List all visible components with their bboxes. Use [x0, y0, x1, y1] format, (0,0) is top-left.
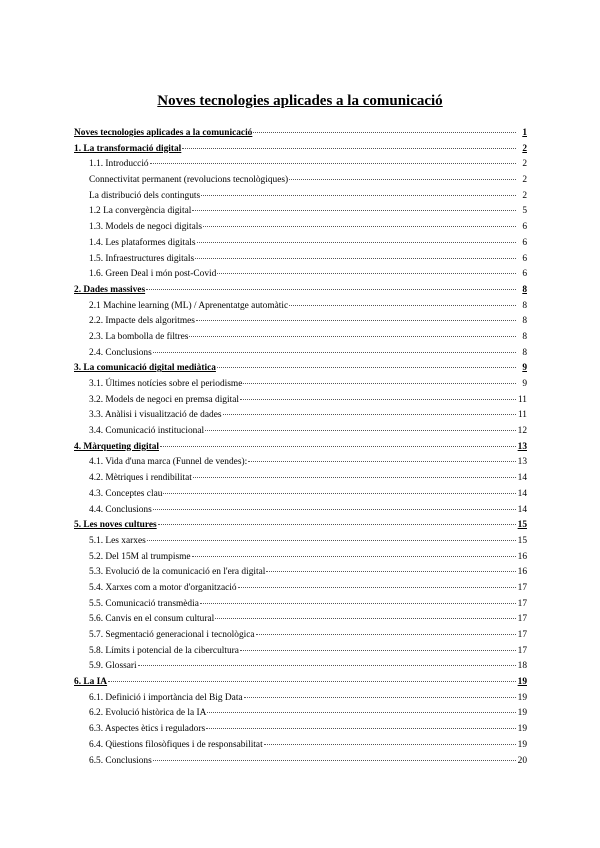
toc-entry-page-number: 19 — [517, 724, 527, 735]
toc-entry[interactable] — [74, 706, 527, 722]
toc-dot-leader — [146, 289, 516, 290]
toc-entry-page-number: 2 — [522, 190, 527, 201]
toc-entry[interactable] — [74, 189, 527, 205]
toc-entry-page-number: 2 — [522, 143, 527, 154]
toc-entry[interactable] — [74, 236, 527, 252]
page-title: Noves tecnologies aplicades a la comunicació — [157, 93, 443, 109]
toc-entry-page-number: 14 — [517, 473, 527, 484]
toc-entry-label: 1.2 La convergència digital — [89, 206, 192, 217]
toc-entry-label: 5.2. Del 15M al trumpisme — [89, 551, 191, 562]
toc-entry-page-number: 14 — [517, 504, 527, 515]
toc-entry[interactable] — [74, 534, 527, 550]
toc-entry-page-number: 17 — [517, 645, 527, 656]
toc-entry[interactable] — [74, 471, 527, 487]
toc-entry-page-number: 13 — [517, 441, 527, 452]
toc-entry[interactable] — [74, 267, 527, 283]
toc-entry-page-number: 11 — [517, 410, 527, 421]
toc-dot-leader — [266, 571, 516, 572]
toc-entry-label: 5.7. Segmentació generacional i tecnològica — [89, 630, 255, 640]
toc-entry-page-number: 15 — [517, 535, 527, 546]
toc-entry-label: Connectivitat permanent (revolucions tecnològiques) — [89, 175, 289, 186]
toc-dot-leader — [253, 132, 516, 133]
toc-entry-page-number: 16 — [517, 551, 527, 562]
toc-entry[interactable] — [74, 691, 527, 707]
toc-entry-label: 5. Les noves cultures — [74, 520, 157, 531]
toc-entry[interactable] — [74, 487, 527, 503]
toc-dot-leader — [217, 273, 516, 274]
toc-entry[interactable] — [74, 252, 527, 268]
toc-dot-leader — [238, 587, 516, 588]
toc-entry[interactable] — [74, 659, 527, 675]
toc-dot-leader — [203, 226, 516, 227]
toc-entry[interactable] — [74, 722, 527, 738]
toc-entry[interactable] — [74, 361, 527, 377]
toc-entry-page-number: 9 — [522, 363, 527, 374]
toc-entry-label: 5.5. Comunicació transmèdia — [89, 598, 199, 609]
toc-dot-leader — [289, 179, 516, 180]
toc-entry-page-number: 8 — [522, 284, 527, 295]
toc-dot-leader — [244, 697, 516, 698]
toc-dot-leader — [197, 242, 517, 243]
toc-entry[interactable] — [74, 283, 527, 299]
toc-entry[interactable] — [74, 204, 527, 220]
toc-entry-label: 2. Dades massives — [74, 284, 146, 295]
toc-entry-label: 2.1 Machine learning (ML) / Aprenentatge automàtic — [89, 300, 289, 311]
toc-dot-leader — [240, 399, 516, 400]
toc-entry-label: 5.4. Xarxes com a motor d'organització — [89, 582, 237, 593]
toc-entry-page-number: 6 — [522, 222, 527, 233]
toc-entry-label: 1.6. Green Deal i món post-Covid — [89, 269, 217, 280]
toc-entry[interactable] — [74, 173, 527, 189]
toc-entry[interactable] — [74, 581, 527, 597]
toc-entry-page-number: 8 — [522, 316, 527, 327]
toc-entry-label: 6.3. Aspectes ètics i reguladors — [89, 724, 206, 735]
toc-entry[interactable] — [74, 314, 527, 330]
toc-entry[interactable] — [74, 754, 527, 770]
toc-dot-leader — [163, 493, 516, 494]
toc-entry[interactable] — [74, 157, 527, 173]
toc-entry-label: 4.1. Vida d'una marca (Funnel de vendes): — [89, 457, 248, 468]
toc-dot-leader — [150, 163, 516, 164]
toc-entry-label: 6.1. Definició i importància del Big Data — [89, 692, 243, 703]
toc-dot-leader — [158, 524, 516, 525]
toc-entry-label: 2.3. La bombolla de filtres — [89, 331, 189, 342]
toc-dot-leader — [256, 634, 516, 635]
toc-entry-page-number: 12 — [517, 426, 527, 437]
toc-entry[interactable] — [74, 503, 527, 519]
toc-entry-label: 1.3. Models de negoci digitals — [89, 222, 203, 233]
toc-dot-leader — [153, 352, 516, 353]
toc-dot-leader — [248, 461, 516, 462]
toc-entry[interactable] — [74, 597, 527, 613]
toc-entry[interactable] — [74, 440, 527, 456]
toc-entry-page-number: 2 — [522, 159, 527, 170]
toc-entry-label: 4.3. Conceptes clau — [89, 488, 163, 499]
table-of-contents — [74, 126, 527, 769]
toc-entry[interactable] — [74, 565, 527, 581]
toc-entry-label: 2.4. Conclusions — [89, 347, 152, 358]
toc-entry-page-number: 19 — [517, 677, 527, 688]
toc-dot-leader — [153, 760, 516, 761]
toc-entry[interactable] — [74, 142, 527, 158]
toc-entry[interactable] — [74, 518, 527, 534]
toc-entry[interactable] — [74, 220, 527, 236]
toc-dot-leader — [189, 336, 516, 337]
toc-entry-label: 5.1. Les xarxes — [89, 535, 146, 546]
toc-dot-leader — [196, 320, 516, 321]
toc-entry[interactable] — [74, 550, 527, 566]
toc-dot-leader — [160, 446, 516, 447]
toc-entry[interactable] — [74, 424, 527, 440]
toc-entry-label: 4.4. Conclusions — [89, 504, 152, 515]
toc-entry-label: 5.9. Glossari — [89, 661, 137, 672]
toc-dot-leader — [108, 681, 516, 682]
toc-entry-label: 1. La transformació digital — [74, 143, 182, 154]
toc-entry-page-number: 11 — [517, 394, 527, 405]
toc-dot-leader — [153, 509, 516, 510]
toc-entry-label: 2.2. Impacte dels algoritmes — [89, 316, 195, 327]
toc-entry-label: 3.1. Últimes notícies sobre el periodisme — [89, 379, 243, 389]
toc-entry-page-number: 2 — [522, 175, 527, 186]
toc-entry-label: 3.4. Comunicació institucional — [89, 426, 205, 437]
toc-entry-page-number: 19 — [517, 739, 527, 750]
toc-entry-label: 4.2. Mètriques i rendibilitat — [89, 473, 192, 484]
toc-entry-label: 6.2. Evolució històrica de la IA — [89, 708, 207, 719]
toc-entry-label: 3.2. Models de negoci en premsa digital — [89, 394, 239, 405]
toc-entry-page-number: 5 — [522, 206, 527, 217]
toc-entry-label: Noves tecnologies aplicades a la comunicació — [74, 128, 253, 138]
toc-entry-page-number: 9 — [522, 379, 527, 389]
toc-entry-page-number: 18 — [517, 661, 527, 672]
toc-dot-leader — [147, 540, 516, 541]
toc-entry-page-number: 8 — [522, 300, 527, 311]
toc-dot-leader — [195, 258, 516, 259]
toc-entry-page-number: 13 — [517, 457, 527, 468]
toc-entry[interactable] — [74, 628, 527, 644]
toc-entry-page-number: 20 — [517, 755, 527, 766]
toc-entry-label: 6.4. Qüestions filosòfiques i de responsabilitat — [89, 739, 263, 750]
toc-entry-label: 1.4. Les plataformes digitals — [89, 237, 196, 248]
toc-entry[interactable] — [74, 126, 527, 142]
toc-entry-page-number: 16 — [517, 567, 527, 578]
toc-dot-leader — [200, 603, 516, 604]
toc-entry-page-number: 17 — [517, 582, 527, 593]
toc-dot-leader — [289, 305, 516, 306]
toc-entry-page-number: 17 — [517, 598, 527, 609]
toc-entry-label: 5.6. Canvis en el consum cultural — [89, 614, 215, 625]
toc-dot-leader — [240, 650, 516, 651]
toc-dot-leader — [207, 712, 516, 713]
toc-entry[interactable] — [74, 675, 527, 691]
toc-entry[interactable] — [74, 299, 527, 315]
toc-dot-leader — [192, 210, 516, 211]
toc-entry-page-number: 1 — [522, 128, 527, 138]
toc-entry-label: La distribució dels continguts — [89, 190, 201, 201]
toc-entry[interactable] — [74, 346, 527, 362]
toc-entry-label: 6.5. Conclusions — [89, 755, 152, 766]
toc-entry-page-number: 6 — [522, 269, 527, 280]
toc-entry-page-number: 19 — [517, 692, 527, 703]
toc-entry-label: 5.8. Límits i potencial de la cibercultura — [89, 645, 239, 656]
toc-entry-page-number: 6 — [522, 237, 527, 248]
toc-dot-leader — [243, 383, 516, 384]
toc-entry-page-number: 14 — [517, 488, 527, 499]
toc-entry[interactable] — [74, 393, 527, 409]
toc-entry-label: 1.1. Introducció — [89, 159, 149, 170]
toc-entry-label: 3.3. Anàlisi i visualització de dades — [89, 410, 222, 421]
toc-dot-leader — [205, 430, 516, 431]
toc-entry-page-number: 17 — [517, 630, 527, 640]
toc-entry-label: 1.5. Infraestructures digitals — [89, 253, 195, 264]
toc-entry[interactable] — [74, 377, 527, 393]
toc-dot-leader — [264, 744, 516, 745]
toc-entry-page-number: 8 — [522, 331, 527, 342]
toc-entry[interactable] — [74, 644, 527, 660]
toc-entry[interactable] — [74, 408, 527, 424]
toc-dot-leader — [215, 618, 516, 619]
toc-entry[interactable] — [74, 455, 527, 471]
toc-dot-leader — [192, 556, 516, 557]
toc-dot-leader — [193, 477, 516, 478]
toc-dot-leader — [206, 728, 516, 729]
toc-entry[interactable] — [74, 738, 527, 754]
toc-entry-page-number: 19 — [517, 708, 527, 719]
toc-entry-page-number: 15 — [517, 520, 527, 531]
toc-entry-label: 5.3. Evolució de la comunicació en l'era digital — [89, 567, 266, 578]
toc-entry-page-number: 17 — [517, 614, 527, 625]
toc-dot-leader — [182, 148, 516, 149]
toc-dot-leader — [138, 665, 516, 666]
toc-dot-leader — [201, 195, 516, 196]
toc-entry-label: 3. La comunicació digital mediàtica — [74, 363, 216, 374]
toc-entry-page-number: 6 — [522, 253, 527, 264]
toc-entry-label: 6. La IA — [74, 677, 108, 688]
toc-entry-label: 4. Màrqueting digital — [74, 441, 159, 452]
toc-dot-leader — [223, 414, 516, 415]
toc-dot-leader — [217, 367, 516, 368]
toc-entry-page-number: 8 — [522, 347, 527, 358]
toc-entry[interactable] — [74, 330, 527, 346]
toc-entry[interactable] — [74, 612, 527, 628]
